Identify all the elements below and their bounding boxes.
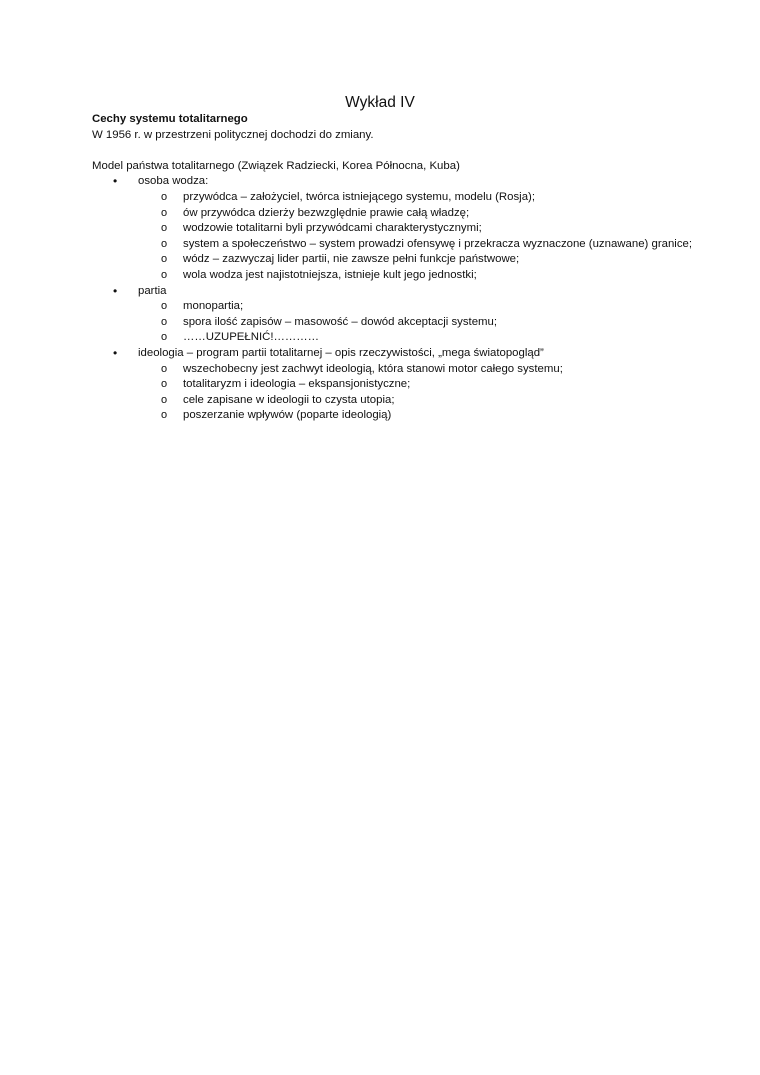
sub-list-item xyxy=(161,237,693,253)
sub-list-item-text: system a społeczeństwo – system prowadzi ofensywę i przekracza wyznaczone (uznawane) granice; xyxy=(183,237,693,250)
sub-list-item xyxy=(161,393,692,409)
sub-list-item-text: monopartia; xyxy=(183,300,244,313)
list-item-label: ideologia – program partii totalitarnej – opis rzeczywistości, „mega światopogląd” xyxy=(138,346,544,359)
sub-list xyxy=(138,190,692,284)
document-title: Wykład IV xyxy=(345,94,415,111)
sub-list-item-text: spora ilość zapisów – masowość – dowód akceptacji systemu; xyxy=(183,315,498,328)
sub-list xyxy=(138,362,692,424)
bullet-dot-icon: • xyxy=(113,174,118,189)
sub-list-item xyxy=(161,206,692,222)
intro-paragraph: W 1956 r. w przestrzeni politycznej dochodzi do zmiany. xyxy=(92,128,374,141)
sub-list-item-text: wódz – zazwyczaj lider partii, nie zawsze pełni funkcje państwowe; xyxy=(183,253,520,266)
bullet-circle-icon: o xyxy=(161,237,168,250)
sub-list xyxy=(138,299,692,346)
model-paragraph: Model państwa totalitarnego (Związek Radziecki, Korea Północna, Kuba) xyxy=(92,159,460,172)
main-list xyxy=(92,174,692,424)
bullet-circle-icon: o xyxy=(161,378,168,391)
bullet-dot-icon: • xyxy=(113,283,118,298)
bullet-circle-icon: o xyxy=(161,315,168,328)
sub-list-item-text: wodzowie totalitarni byli przywódcami charakterystycznymi; xyxy=(183,222,482,235)
sub-list-item xyxy=(161,330,692,346)
bullet-circle-icon: o xyxy=(161,362,168,375)
sub-list-item-text: ……UZUPEŁNIĆ!………… xyxy=(183,331,320,344)
sub-list-item xyxy=(161,190,692,206)
list-item-ideologia xyxy=(92,346,692,424)
sub-list-item xyxy=(161,377,692,393)
bullet-circle-icon: o xyxy=(161,253,168,266)
sub-list-item xyxy=(161,408,692,424)
list-item-partia xyxy=(92,284,692,346)
sub-list-item-text: przywódca – założyciel, twórca istniejącego systemu, modelu (Rosja); xyxy=(183,190,535,203)
bullet-circle-icon: o xyxy=(161,268,168,281)
list-item-osoba-wodza xyxy=(92,174,692,283)
sub-list-item xyxy=(161,268,692,284)
sub-list-item xyxy=(161,315,692,331)
sub-list-item xyxy=(161,299,692,315)
sub-list-item xyxy=(161,252,692,268)
sub-list-item-text: poszerzanie wpływów (poparte ideologią) xyxy=(183,409,392,422)
sub-list-item-text: cele zapisane w ideologii to czysta utopia; xyxy=(183,393,395,406)
sub-list-item-text: wszechobecny jest zachwyt ideologią, która stanowi motor całego systemu; xyxy=(183,362,563,375)
bullet-circle-icon: o xyxy=(161,393,168,406)
bullet-circle-icon: o xyxy=(161,206,168,219)
bullet-circle-icon: o xyxy=(161,300,168,313)
list-item-label: osoba wodza: xyxy=(138,175,209,188)
bullet-dot-icon: • xyxy=(113,345,118,360)
bullet-circle-icon: o xyxy=(161,222,168,235)
bullet-circle-icon: o xyxy=(161,331,168,344)
sub-list-item xyxy=(161,362,692,378)
blank-line xyxy=(92,143,692,159)
bullet-circle-icon: o xyxy=(161,190,168,203)
list-item-label: partia xyxy=(138,284,167,297)
sub-list-item xyxy=(161,221,692,237)
sub-list-item-text: wola wodza jest najistotniejsza, istnieje kult jego jednostki; xyxy=(183,268,477,281)
document-body xyxy=(92,112,692,424)
sub-list-item-text: totalitaryzm i ideologia – ekspansjonistyczne; xyxy=(183,378,411,391)
sub-list-item-text: ów przywódca dzierży bezwzględnie prawie całą władzę; xyxy=(183,206,470,219)
bullet-circle-icon: o xyxy=(161,409,168,422)
section-heading: Cechy systemu totalitarnego xyxy=(92,113,248,125)
